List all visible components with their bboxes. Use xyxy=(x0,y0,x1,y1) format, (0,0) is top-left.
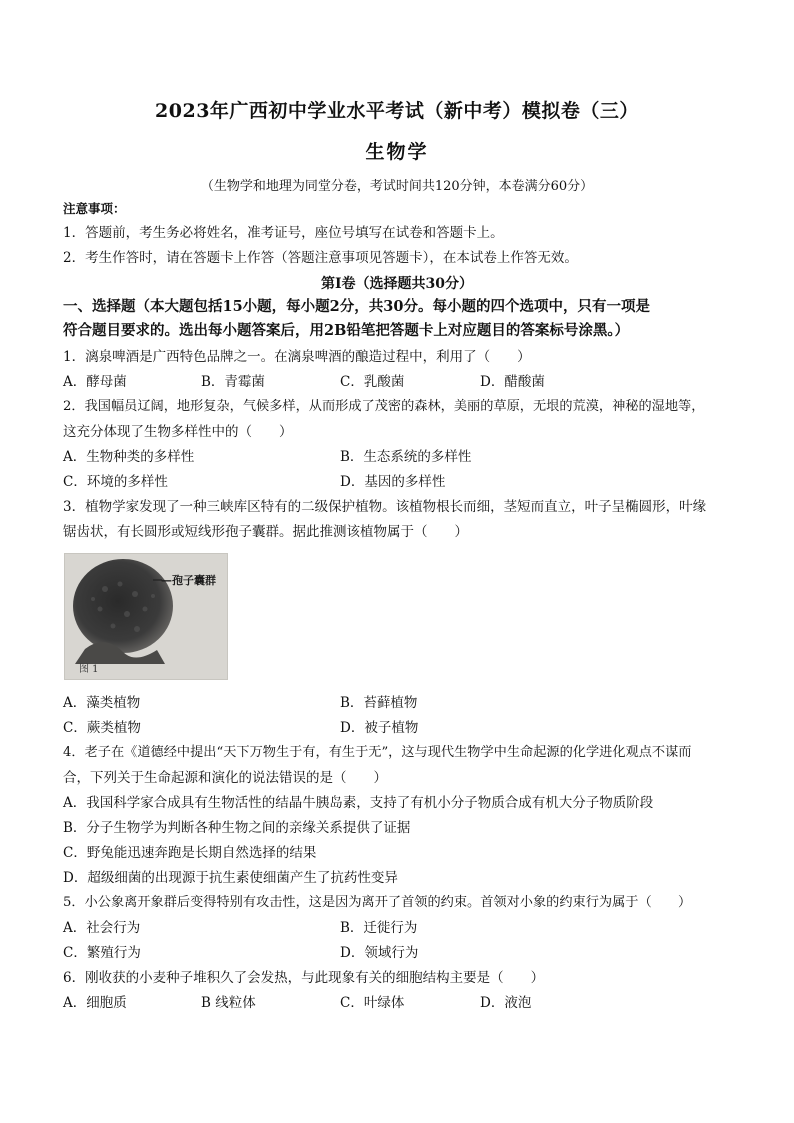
q3-option-b: B．苔藓植物 xyxy=(340,695,418,711)
q5-option-a: A．社会行为 xyxy=(63,920,141,936)
part1-title: 第Ⅰ卷（选择题共30分） xyxy=(320,276,474,292)
figure-caption: 图 1 xyxy=(79,664,99,675)
q1-option-b: B．青霉菌 xyxy=(201,374,265,390)
section-heading-line: 符合题目要求的。选出每小题答案后，用2B铅笔把答题卡上对应题目的答案标号涂黑。） xyxy=(63,322,630,339)
q4-option-b: B．分子生物学为判断各种生物之间的亲缘关系提供了证据 xyxy=(63,820,411,836)
question-3-stem: 3．植物学家发现了一种三峡库区特有的二级保护植物。该植物根长而细，茎短而直立，叶子呈椭圆形，叶缘 xyxy=(63,499,707,515)
q5-option-d: D．领域行为 xyxy=(340,945,419,961)
exam-note: （生物学和地理为同堂分卷，考试时间共120分钟，本卷满分60分） xyxy=(200,179,594,194)
q6-option-c: C．叶绿体 xyxy=(340,995,405,1011)
question-6-stem: 6．刚收获的小麦种子堆积久了会发热，与此现象有关的细胞结构主要是（ ） xyxy=(63,970,545,986)
q6-option-a: A．细胞质 xyxy=(63,995,127,1011)
q2-option-d: D．基因的多样性 xyxy=(340,474,446,490)
question-3-stem: 锯齿状，有长圆形或短线形孢子囊群。据此推测该植物属于（ ） xyxy=(63,524,468,540)
q2-option-c: C．环境的多样性 xyxy=(63,474,168,490)
q4-option-d: D．超级细菌的出现源于抗生素使细菌产生了抗药性变异 xyxy=(63,870,398,886)
q3-option-c: C．蕨类植物 xyxy=(63,720,141,736)
subject-title: 生物学 xyxy=(365,141,429,163)
q2-option-a: A．生物种类的多样性 xyxy=(63,449,195,465)
question-5-stem: 5．小公象离开象群后变得特别有攻击性，这是因为离开了首领的约束。首领对小象的约束行为属于（ ） xyxy=(63,895,692,910)
question-2-stem: 2．我国幅员辽阔，地形复杂，气候多样，从而形成了茂密的森林，美丽的草原，无垠的荒漠，神秘的湿地等， xyxy=(63,399,705,414)
q2-option-b: B．生态系统的多样性 xyxy=(340,449,472,465)
q1-option-c: C．乳酸菌 xyxy=(340,374,405,390)
q1-option-d: D．醋酸菌 xyxy=(480,374,545,390)
notice-item: 2．考生作答时，请在答题卡上作答（答题注意事项见答题卡），在本试卷上作答无效。 xyxy=(63,250,578,266)
q5-option-c: C．繁殖行为 xyxy=(63,945,141,961)
q3-option-a: A．藻类植物 xyxy=(63,695,141,711)
question-1-stem: 1．漓泉啤酒是广西特色品牌之一。在漓泉啤酒的酿造过程中，利用了（ ） xyxy=(63,349,531,365)
fern-sporangia-photo xyxy=(64,553,228,680)
question-4-stem: 4．老子在《道德经中提出“天下万物生于有，有生于无”，这与现代生物学中生命起源的化学进化观点不谋而 xyxy=(63,745,692,760)
q6-option-d: D．液泡 xyxy=(480,995,532,1011)
q1-option-a: A．酵母菌 xyxy=(63,374,127,390)
question-2-stem: 这充分体现了生物多样性中的（ ） xyxy=(63,424,293,440)
q4-option-a: A．我国科学家合成具有生物活性的结晶牛胰岛素，支持了有机小分子物质合成有机大分子物质阶段 xyxy=(63,795,654,811)
figure-label-sporangia: —孢子囊群 xyxy=(161,574,216,587)
q5-option-b: B．迁徙行为 xyxy=(340,920,418,936)
notice-label: 注意事项： xyxy=(63,201,126,216)
q6-option-b: B 线粒体 xyxy=(201,995,256,1011)
q4-option-c: C．野兔能迅速奔跑是长期自然选择的结果 xyxy=(63,845,317,861)
q3-option-d: D．被子植物 xyxy=(340,720,419,736)
exam-title: 2023年广西初中学业水平考试（新中考）模拟卷（三） xyxy=(155,100,639,122)
notice-item: 1．答题前，考生务必将姓名，准考证号，座位号填写在试卷和答题卡上。 xyxy=(63,225,504,241)
question-4-stem: 合，下列关于生命起源和演化的说法错误的是（ ） xyxy=(63,770,387,786)
section-heading-line: 一、选择题（本大题包括15小题，每小题2分，共30分。每小题的四个选项中，只有一项是 xyxy=(63,298,650,315)
